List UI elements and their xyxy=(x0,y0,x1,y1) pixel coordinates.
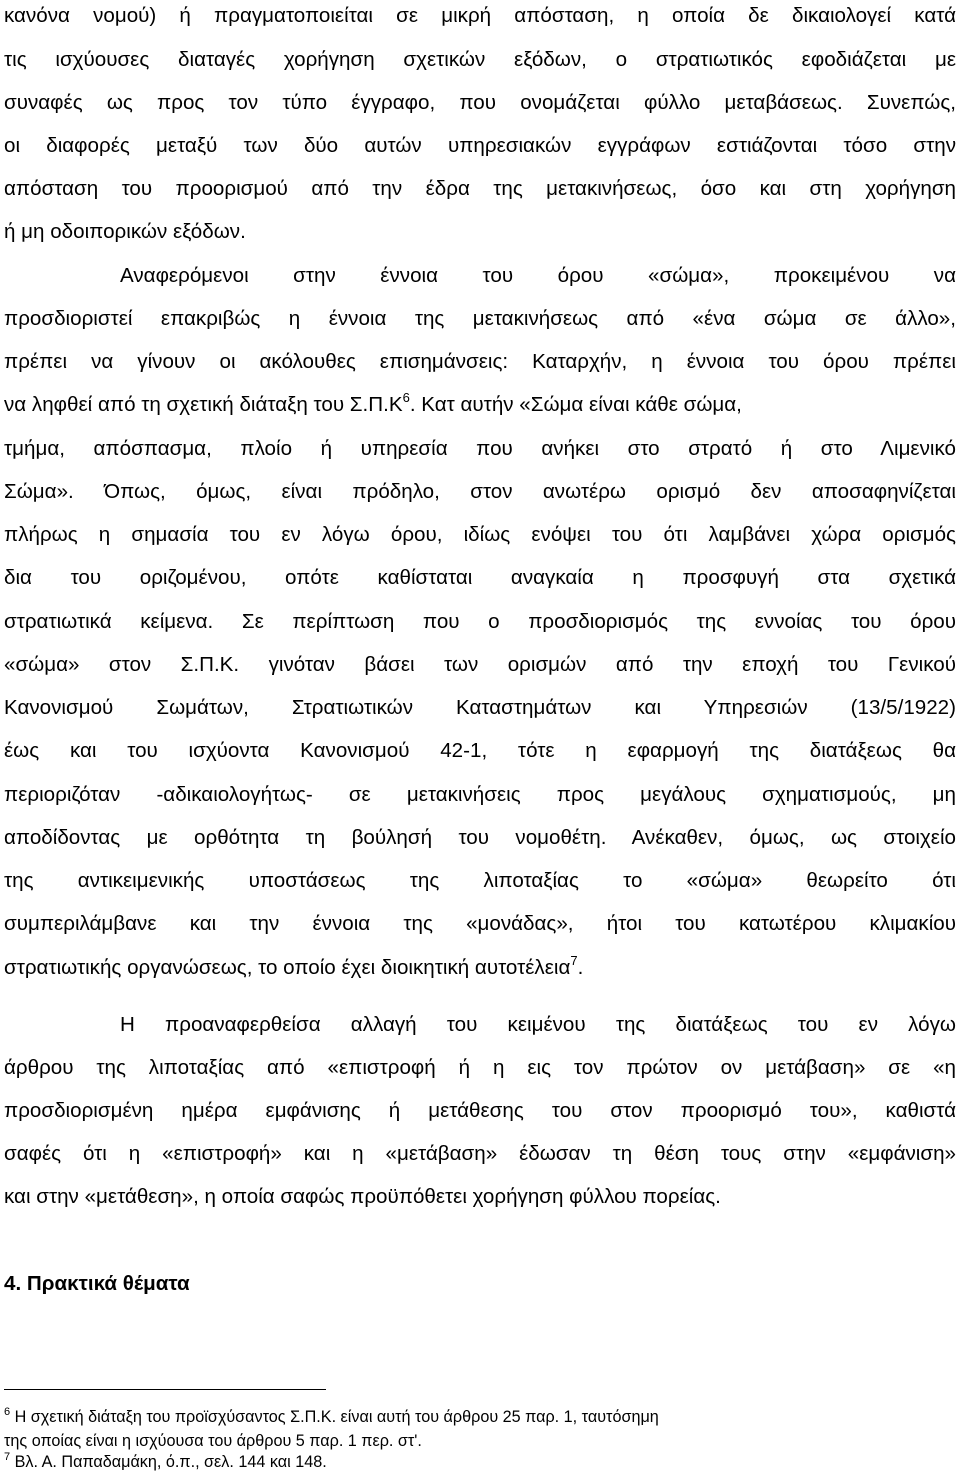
body-line: στρατιωτικά κείμενα. Σε περίπτωση που ο προσδιορισμός της εννοίας του όρου xyxy=(4,610,956,633)
footnote-6-continuation: της οποίας είναι η ισχύουσα του άρθρου 5 παρ. 1 περ. στ'. xyxy=(4,1432,422,1450)
paragraph-start-line: Αναφερόμενοι στην έννοια του όρου «σώμα», προκειμένου να xyxy=(120,264,956,287)
body-line: τμήμα, απόσπασμα, πλοίο ή υπηρεσία που ανήκει στο στρατό ή στο Λιμενικό xyxy=(4,437,956,460)
body-line: Σώμα». Όπως, όμως, είναι πρόδηλο, στον ανωτέρω ορισμό δεν αποσαφηνίζεται xyxy=(4,480,956,503)
body-line: πλήρως η σημασία του εν λόγω όρου, ιδίως ενόψει του ότι λαμβάνει χώρα ορισμός xyxy=(4,523,956,546)
paragraph-start-line: Η προαναφερθείσα αλλαγή του κειμένου της διατάξεως του εν λόγω xyxy=(120,1013,956,1036)
footnote-reference-6: 6 xyxy=(402,390,410,405)
body-line: «σώμα» στον Σ.Π.Κ. γινόταν βάσει των ορισμών από την εποχή του Γενικού xyxy=(4,653,956,676)
footnote-reference-7: 7 xyxy=(570,953,578,968)
footnote-6 xyxy=(4,1407,956,1427)
body-line: συναφές ως προς τον τύπο έγγραφο, που ονομάζεται φύλλο μεταβάσεως. Συνεπώς, xyxy=(4,91,956,114)
footnote-mark-7: 7 xyxy=(4,1451,11,1463)
footnote-text: Βλ. Α. Παπαδαμάκη, ό.π., σελ. 144 και 148. xyxy=(10,1453,327,1471)
body-line: προσδιοριστεί επακριβώς η έννοια της μετακινήσεως από «ένα σώμα σε άλλο», xyxy=(4,307,956,330)
body-line: της αντικειμενικής υποστάσεως της λιποταξίας το «σώμα» θεωρείτο ότι xyxy=(4,869,956,892)
body-line: άρθρου της λιποταξίας από «επιστροφή ή η εις τον πρώτον ον μετάβαση» σε «η xyxy=(4,1056,956,1079)
body-line: έως και του ισχύοντα Κανονισμού 42-1, τότε η εφαρμογή της διατάξεως θα xyxy=(4,739,956,762)
section-heading: 4. Πρακτικά θέματα xyxy=(4,1272,190,1295)
body-line: συμπεριλάμβανε και την έννοια της «μονάδας», ήτοι του κατωτέρου κλιμακίου xyxy=(4,912,956,935)
body-line: αποδίδοντας με ορθότητα τη βούλησή του νομοθέτη. Ανέκαθεν, όμως, ως στοιχείο xyxy=(4,826,956,849)
body-line: Κανονισμού Σωμάτων, Στρατιωτικών Καταστημάτων και Υπηρεσιών (13/5/1922) xyxy=(4,696,956,719)
body-text: να ληφθεί από τη σχετική διάταξη του Σ.Π.Κ xyxy=(4,393,403,416)
body-line-with-footnote xyxy=(4,390,956,417)
body-line: σαφές ότι η «επιστροφή» και η «μετάβαση» έδωσαν τη θέση τους στην «εμφάνιση» xyxy=(4,1142,956,1165)
body-line: προσδιορισμένη ημέρα εμφάνισης ή μετάθεσης του στον προορισμό του», καθιστά xyxy=(4,1099,956,1122)
footnote-separator xyxy=(4,1389,326,1390)
body-text: στρατιωτικής οργανώσεως, το οποίο έχει διοικητική αυτοτέλεια xyxy=(4,956,571,979)
body-text: . Κατ αυτήν «Σώμα είναι κάθε σώμα, xyxy=(409,393,742,416)
body-line: κανόνα νομού) ή πραγματοποιείται σε μικρή απόσταση, η οποία δε δικαιολογεί κατά xyxy=(4,4,956,27)
body-text: . xyxy=(577,956,584,979)
body-line: οι διαφορές μεταξύ των δύο αυτών υπηρεσιακών εγγράφων εστιάζονται τόσο στην xyxy=(4,134,956,157)
body-line: πρέπει να γίνουν οι ακόλουθες επισημάνσεις: Καταρχήν, η έννοια του όρου πρέπει xyxy=(4,350,956,373)
body-line-with-footnote xyxy=(4,953,956,980)
body-line: δια του οριζομένου, οπότε καθίσταται αναγκαία η προσφυγή στα σχετικά xyxy=(4,566,956,589)
body-line: περιοριζόταν -αδικαιολογήτως- σε μετακινήσεις προς μεγάλους σχηματισμούς, μη xyxy=(4,783,956,806)
body-line: και στην «μετάθεση», η οποία σαφώς προϋπόθετει χορήγηση φύλλου πορείας. xyxy=(4,1185,721,1208)
body-line: τις ισχύουσες διαταγές χορήγηση σχετικών εξόδων, ο στρατιωτικός εφοδιάζεται με xyxy=(4,48,956,71)
body-line: απόσταση του προορισμού από την έδρα της μετακινήσεως, όσο και στη χορήγηση xyxy=(4,177,956,200)
body-line: ή μη οδοιπορικών εξόδων. xyxy=(4,220,246,243)
footnote-text: Η σχετική διάταξη του προϊσχύσαντος Σ.Π.Κ. είναι αυτή του άρθρου 25 παρ. 1, ταυτόσημη xyxy=(10,1408,659,1426)
footnote-mark-6: 6 xyxy=(4,1406,11,1418)
footnote-7 xyxy=(4,1452,956,1472)
